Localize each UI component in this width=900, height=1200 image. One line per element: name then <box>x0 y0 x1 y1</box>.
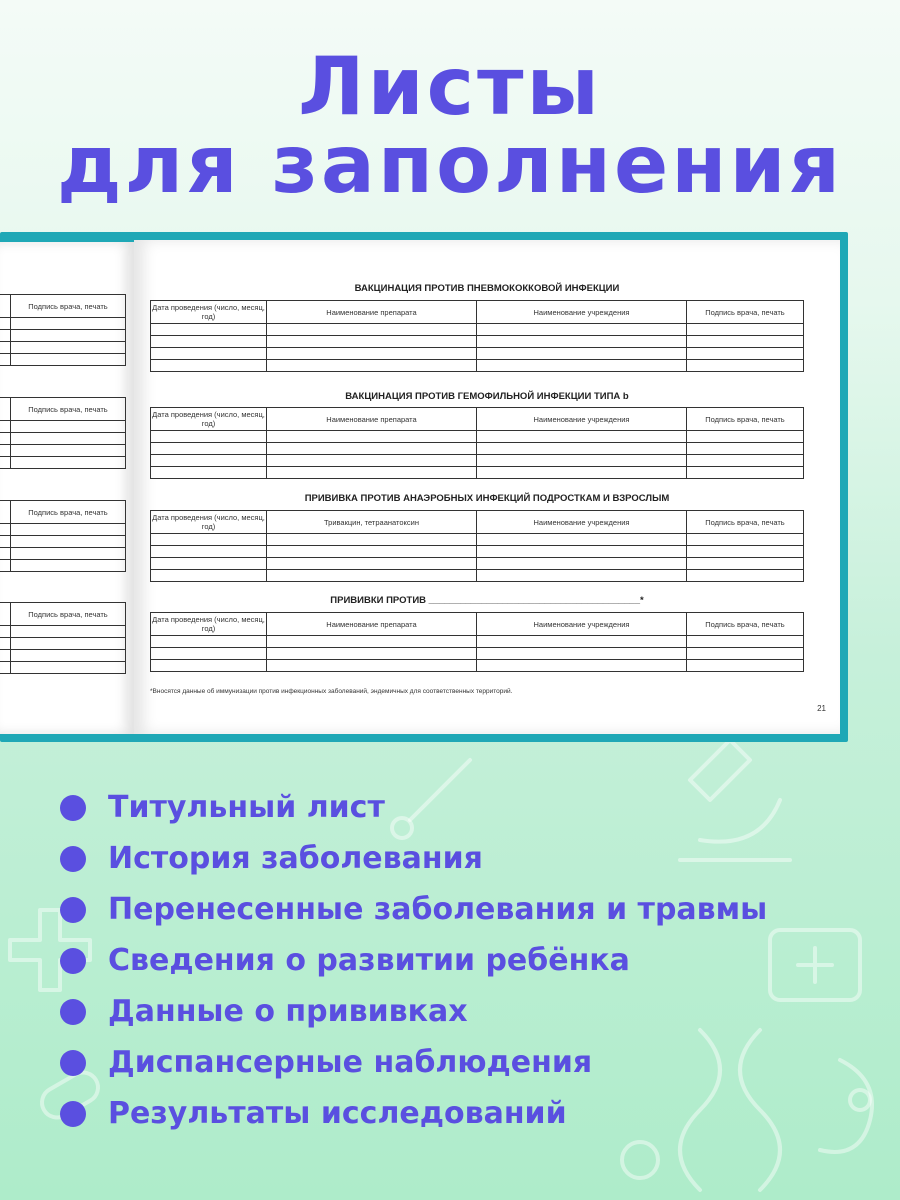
bullet-icon <box>60 999 86 1025</box>
first-aid-case-icon <box>770 930 860 1000</box>
list-item: Данные о прививках <box>60 986 767 1037</box>
bullet-icon <box>60 1050 86 1076</box>
header-drug: Наименование препарата <box>267 301 477 324</box>
header-drug: Наименование препарата <box>267 408 477 431</box>
vaccination-table-hib <box>150 407 804 479</box>
section-title: ПРИВИВКИ ПРОТИВ ________________________________________* <box>330 595 644 606</box>
bullet-icon <box>60 846 86 872</box>
bullet-icon <box>60 795 86 821</box>
feature-list <box>60 782 767 1139</box>
list-item: Результаты исследований <box>60 1088 767 1139</box>
section-title: ВАКЦИНАЦИЯ ПРОТИВ ГЕМОФИЛЬНОЙ ИНФЕКЦИИ ТИПА b <box>345 391 629 402</box>
page-number: 21 <box>817 704 826 713</box>
left-header-cell: Подпись врача, печать <box>11 603 126 626</box>
stethoscope-icon <box>820 1060 872 1152</box>
left-header-cell: Подпись врача, печать <box>11 295 126 318</box>
page-title-line1: Листы <box>298 40 602 133</box>
page-title-line2: для заполнения <box>57 118 843 211</box>
left-table-2 <box>0 397 126 469</box>
left-header-cell: Подпись врача, печать <box>11 501 126 524</box>
left-table-1 <box>0 294 126 366</box>
left-table-4 <box>0 602 126 674</box>
list-item: Перенесенные заболевания и травмы <box>60 884 767 935</box>
footnote: *Вносятся данные об иммунизации против инфекционных заболеваний, эндемичных для соответственных территорий. <box>150 688 513 695</box>
section-title: ВАКЦИНАЦИЯ ПРОТИВ ПНЕВМОКОККОВОЙ ИНФЕКЦИИ <box>354 283 620 294</box>
header-signature: Подпись врача, печать <box>687 613 804 636</box>
header-drug: Тривакцин, тетраанатоксин <box>267 511 477 534</box>
section-title: ПРИВИВКА ПРОТИВ АНАЭРОБНЫХ ИНФЕКЦИЙ ПОДРОСТКАМ И ВЗРОСЛЫМ <box>304 493 670 504</box>
bullet-icon <box>60 897 86 923</box>
left-table-3 <box>0 500 126 572</box>
vaccination-table-anaerobic <box>150 510 804 582</box>
left-page <box>0 242 134 734</box>
list-item: История заболевания <box>60 833 767 884</box>
header-signature: Подпись врача, печать <box>687 408 804 431</box>
header-date: Дата проведения (число, месяц, год) <box>151 408 267 431</box>
record-book <box>0 230 848 750</box>
header-date: Дата проведения (число, месяц, год) <box>151 511 267 534</box>
vaccination-table-pneumococcal <box>150 300 804 372</box>
bullet-icon <box>60 948 86 974</box>
header-signature: Подпись врача, печать <box>687 301 804 324</box>
header-date: Дата проведения (число, месяц, год) <box>151 613 267 636</box>
header-date: Дата проведения (число, месяц, год) <box>151 301 267 324</box>
vaccination-table-other <box>150 612 804 672</box>
header-institution: Наименование учреждения <box>477 408 687 431</box>
list-item: Диспансерные наблюдения <box>60 1037 767 1088</box>
left-header-cell: Подпись врача, печать <box>11 398 126 421</box>
bullet-icon <box>60 1101 86 1127</box>
header-institution: Наименование учреждения <box>477 301 687 324</box>
header-drug: Наименование препарата <box>267 613 477 636</box>
list-item: Титульный лист <box>60 782 767 833</box>
right-page <box>134 240 840 734</box>
header-institution: Наименование учреждения <box>477 613 687 636</box>
header-signature: Подпись врача, печать <box>687 511 804 534</box>
header-institution: Наименование учреждения <box>477 511 687 534</box>
list-item: Сведения о развитии ребёнка <box>60 935 767 986</box>
